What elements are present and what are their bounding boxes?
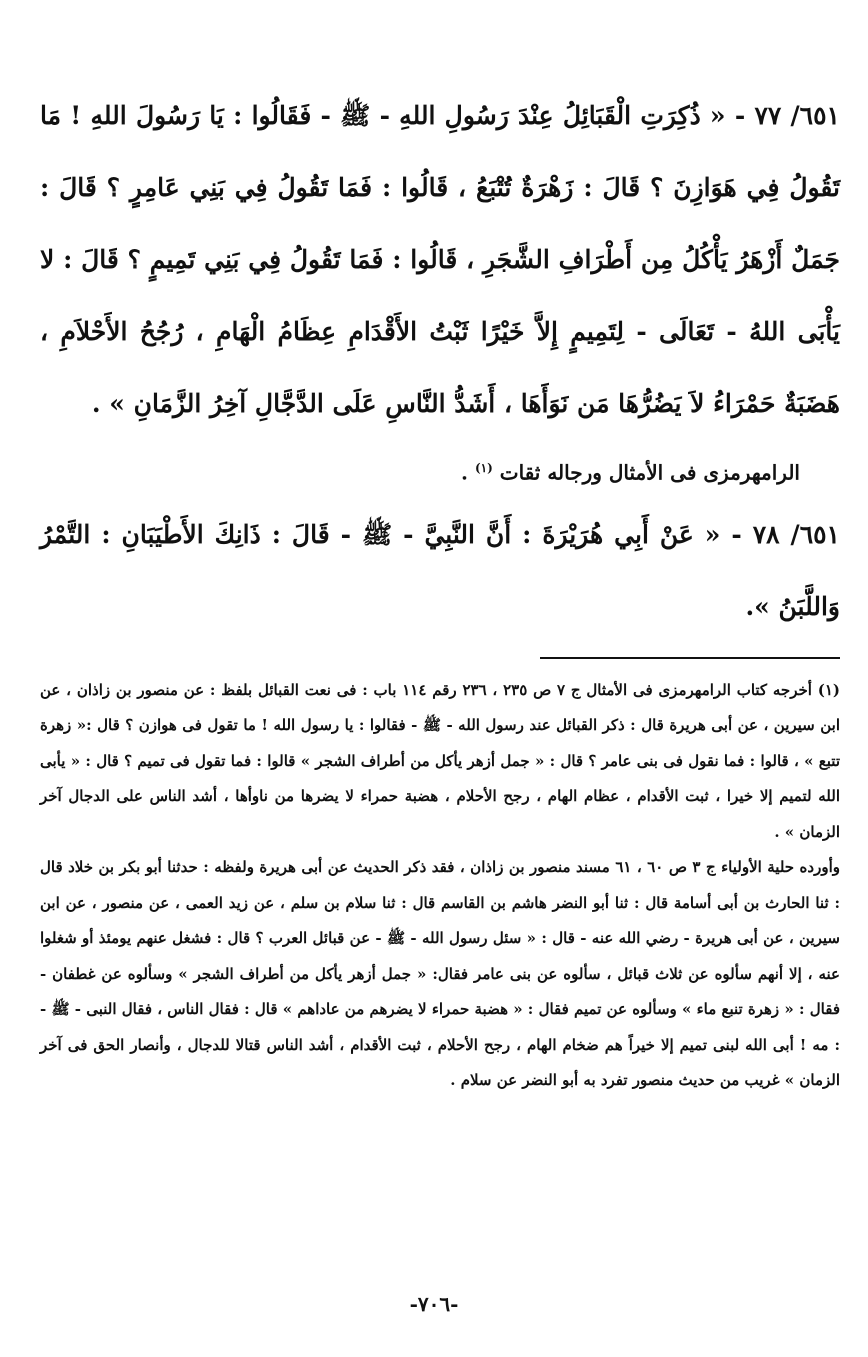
footnote-2: وأورده حلية الأولياء ج ٣ ص ٦٠ ، ٦١ مسند منصور بن زاذان ، فقد ذكر الحديث عن أبى هريرة ولفظه : حدثنا أبو بكر بن خلاد قال : ثنا الحارث بن أبى أسامة قال : ثنا أبو النضر هاشم بن القاسم قال : ثنا سلام بن سلم ، عن زيد العمى ، عن منصور ، عن ابن سيرين ، عن أبى هريرة - رضي الله عنه - قال : « سئل رسول الله - ﷺ - عن قبائل العرب ؟ قال : فشغل عنهم يومئذ أو شغلوا عنه ، إلا أنهم سألوه عن ثلاث قبائل ، سألوه عن بنى عامر فقال: « جمل أزهر يأكل من أطراف الشجر » وسألوه عن غطفان - فقال : « زهرة تنبع ماء » وسألوه عن تميم فقال : « هضبة حمراء لا يضرهم من عاداهم » قال : فقال الناس ، فقال النبى - ﷺ - : مه ! أبى الله لبنى تميم إلا خيراً هم ضخام الهام ، رجح الأحلام ، ثبت الأقدام ، أشد الناس قتالا للدجال ، وأنصار الحق فى آخر الزمان » غريب من حديث منصور تفرد به أبو النضر عن سلام . <box>40 858 840 1090</box>
footnote-ref: (١) <box>474 461 493 475</box>
footnotes <box>40 673 840 1099</box>
hadith-78-number: ٦٥١/ ٧٨ - <box>731 519 840 549</box>
hadith-77-paragraph <box>40 80 840 440</box>
page-number: -٧٠٦- <box>409 1292 459 1316</box>
source-end: . <box>461 460 468 485</box>
hadith-78 <box>40 499 840 643</box>
source-line <box>40 444 840 497</box>
page-body <box>40 80 840 1099</box>
hadith-78-text: « عَنْ أَبِي هُرَيْرَةَ : أَنَّ النَّبِيَّ - ﷺ - قَالَ : ذَانِكَ الأَطْيَبَانِ : التَّمْرُ وَاللَّبَنُ ». <box>40 519 840 621</box>
hadith-78-paragraph <box>40 499 840 643</box>
source-text: الرامهرمزى فى الأمثال ورجاله ثقات <box>499 460 800 485</box>
hadith-77-number: ٦٥١/ ٧٧ - <box>734 101 840 130</box>
hadith-77-text: « ذُكِرَتِ الْقَبَائِلُ عِنْدَ رَسُولِ اللهِ - ﷺ - فَقَالُوا : يَا رَسُولَ اللهِ ! مَا تَقُولُ فِي هَوَازِنَ ؟ قَالَ : زَهْرَةٌ تُتْبَعُ ، قَالُوا : فَمَا تَقُولُ فِي بَنِي عَامِرٍ ؟ قَالَ : جَمَلٌ أَزْهَرُ يَأْكُلُ مِن أَطْرَافِ الشَّجَرِ ، قَالُوا : فَمَا تَقُولُ فِي بَنِي تَمِيمٍ ؟ قَالَ : لا يَأْبَى اللهُ - تَعَالَى - لِتَمِيمٍ إِلاَّ خَيْرًا ثَبْتُ الأَقْدَامِ عِظَامُ الْهَامِ ، رُجُحُ الأَحْلاَمِ ، هَضَبَةٌ حَمْرَاءُ لاَ يَضُرُّهَا مَن نَوَأَهَا ، أَشَدُّ النَّاسِ عَلَى الدَّجَّالِ آخِرُ الزَّمَانِ » . <box>40 101 840 418</box>
footnote-divider <box>540 657 840 659</box>
hadith-77 <box>40 80 840 440</box>
footnote-1: (١) أخرجه كتاب الرامهرمزى فى الأمثال ج ٧ ص ٢٣٥ ، ٢٣٦ رقم ١١٤ باب : فى نعت القبائل بلفظ : عن منصور بن زاذان ، عن ابن سيرين ، عن أبى هريرة قال : ذكر القبائل عند رسول الله - ﷺ - فقالوا : يا رسول الله ! ما تقول فى هوازن ؟ قال :« زهرة تتبع » ، قالوا : فما نقول فى بنى عامر ؟ قال : « جمل أزهر يأكل من أطراف الشجر » قالوا : فما تقول فى تميم ؟ قال : « يأبى الله لتميم إلا خيرا ، ثبت الأقدام ، عظام الهام ، رجح الأحلام ، هضبة حمراء لا يضرها من ناوأها ، أشد الناس على الدجال آخر الزمان » . <box>40 680 841 841</box>
